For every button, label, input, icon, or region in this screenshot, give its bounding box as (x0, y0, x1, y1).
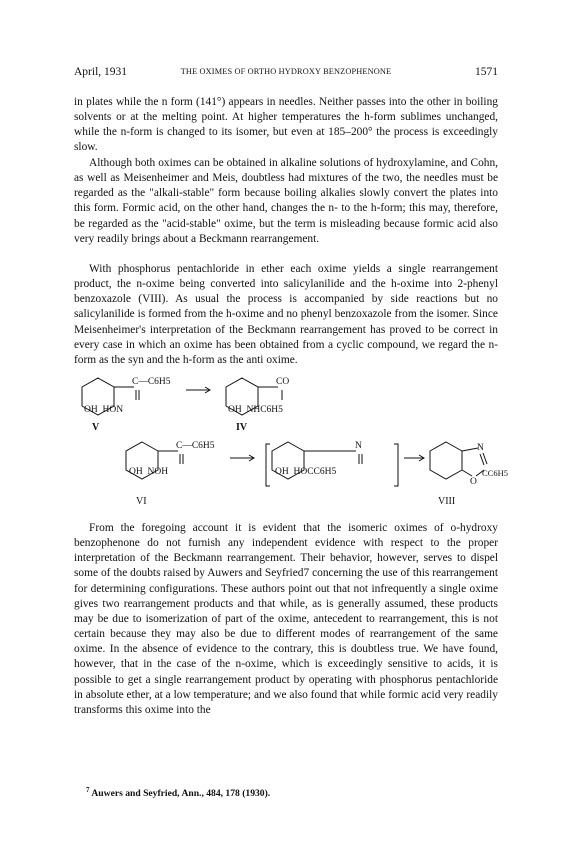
footnote-text: Auwers and Seyfried, Ann., 484, 178 (1930). (91, 788, 271, 800)
vi-group: C—C6H5 (176, 441, 215, 451)
paragraph-2: Although both oximes can be obtained in alkaline solutions of hydroxylamine, and Cohn, as well as Meisenheimer and Meis, doubtless had mixtures of the two, the needles must be regarded as the "alkali-stable" form because boiling alkalies slowly convert the plates into this form. Formic acid, on the other hand, changes the n- to the h-form; this may, therefore, be regarded as the "acid-stable" oxime, but the term is misleading because formic acid also very readily brings about a Beckmann rearrangement. (74, 157, 498, 245)
paragraph-1: in plates while the n form (141°) appears in needles. Neither passes into the other in boiling solvents or at the melting point. At higher temperatures the h-form sublimes unchanged, while the n-form is changed to its isomer, but even at 185–200° the process is exceedingly slow. (74, 96, 498, 154)
page-number: 1571 (475, 66, 498, 78)
v-group: C—C6H5 (132, 377, 171, 387)
iv-sub: OH NHC6H5 (228, 405, 283, 415)
viii-group: CC6H5 (482, 468, 508, 478)
label-v: V (92, 422, 100, 433)
reaction-scheme (74, 372, 508, 518)
viii-n: N (477, 443, 484, 453)
footnote (86, 786, 270, 799)
iv-group: CO (276, 377, 290, 387)
footnote-marker: 7 (86, 786, 90, 794)
intermediate-n: N (355, 441, 362, 451)
page-header (74, 66, 498, 82)
paragraph-4: From the foregoing account it is evident that the isomeric oximes of o-hydroxy benzophenone do not furnish any independent evidence with respect to the proper interpretation of the Beckmann rearrangement. Their behavior, however, serves to dispel some of the doubts raised by Auwers and Seyfried7 concerning the use of this rearrangement for determining configurations. These authors point out that not infrequently a single oxime gives two rearrangement products and that while, as is generally assumed, these products may be due to isomerization of part of the oxime, antecedent to rearrangement, this is not certain because they may also be due to different modes of rearrangement of the same oxime. In the absence of evidence to the contrary, this is doubtless true. We have found, however, that in the case of the n-oxime, which is exceedingly sensitive to acids, it is possible to get a single rearrangement product by operating with phosphorus pentachloride in absolute ether, at a low temperature; and we also found that while formic acid very readily transforms this oxime into the (74, 522, 498, 716)
label-viii: VIII (438, 496, 456, 507)
header-title: THE OXIMES OF ORTHO HYDROXY BENZOPHENONE (180, 67, 392, 76)
paragraph-3: With phosphorus pentachloride in ether each oxime yields a single rearrangement product, the n-oxime being converted into salicylanilide and the h-oxime into 2-phenyl benzoxazole (VIII). As usual the process is accompanied by side reactions but no salicylanilide is formed from the h-oxime and no phenyl benzoxazole from the isomer. Since Meisenheimer's interpretation of the Beckmann rearrangement has proved to be correct in every case in which an oxime has been obtained from a cyclic compound, we regard the n-form as the syn and the h-form as the anti oxime. (74, 263, 498, 366)
v-sub: OH HON (84, 405, 124, 415)
viii-o: O (470, 477, 477, 487)
label-iv: IV (236, 422, 248, 433)
vi-sub: OH NOH (129, 467, 169, 477)
bracket-left (266, 444, 270, 486)
label-vi: VI (136, 496, 147, 507)
benzene-ring-viii (430, 442, 462, 479)
bracket-right (394, 444, 398, 486)
header-date: April, 1931 (74, 66, 128, 78)
intermediate-sub: OH HOCC6H5 (275, 467, 337, 477)
